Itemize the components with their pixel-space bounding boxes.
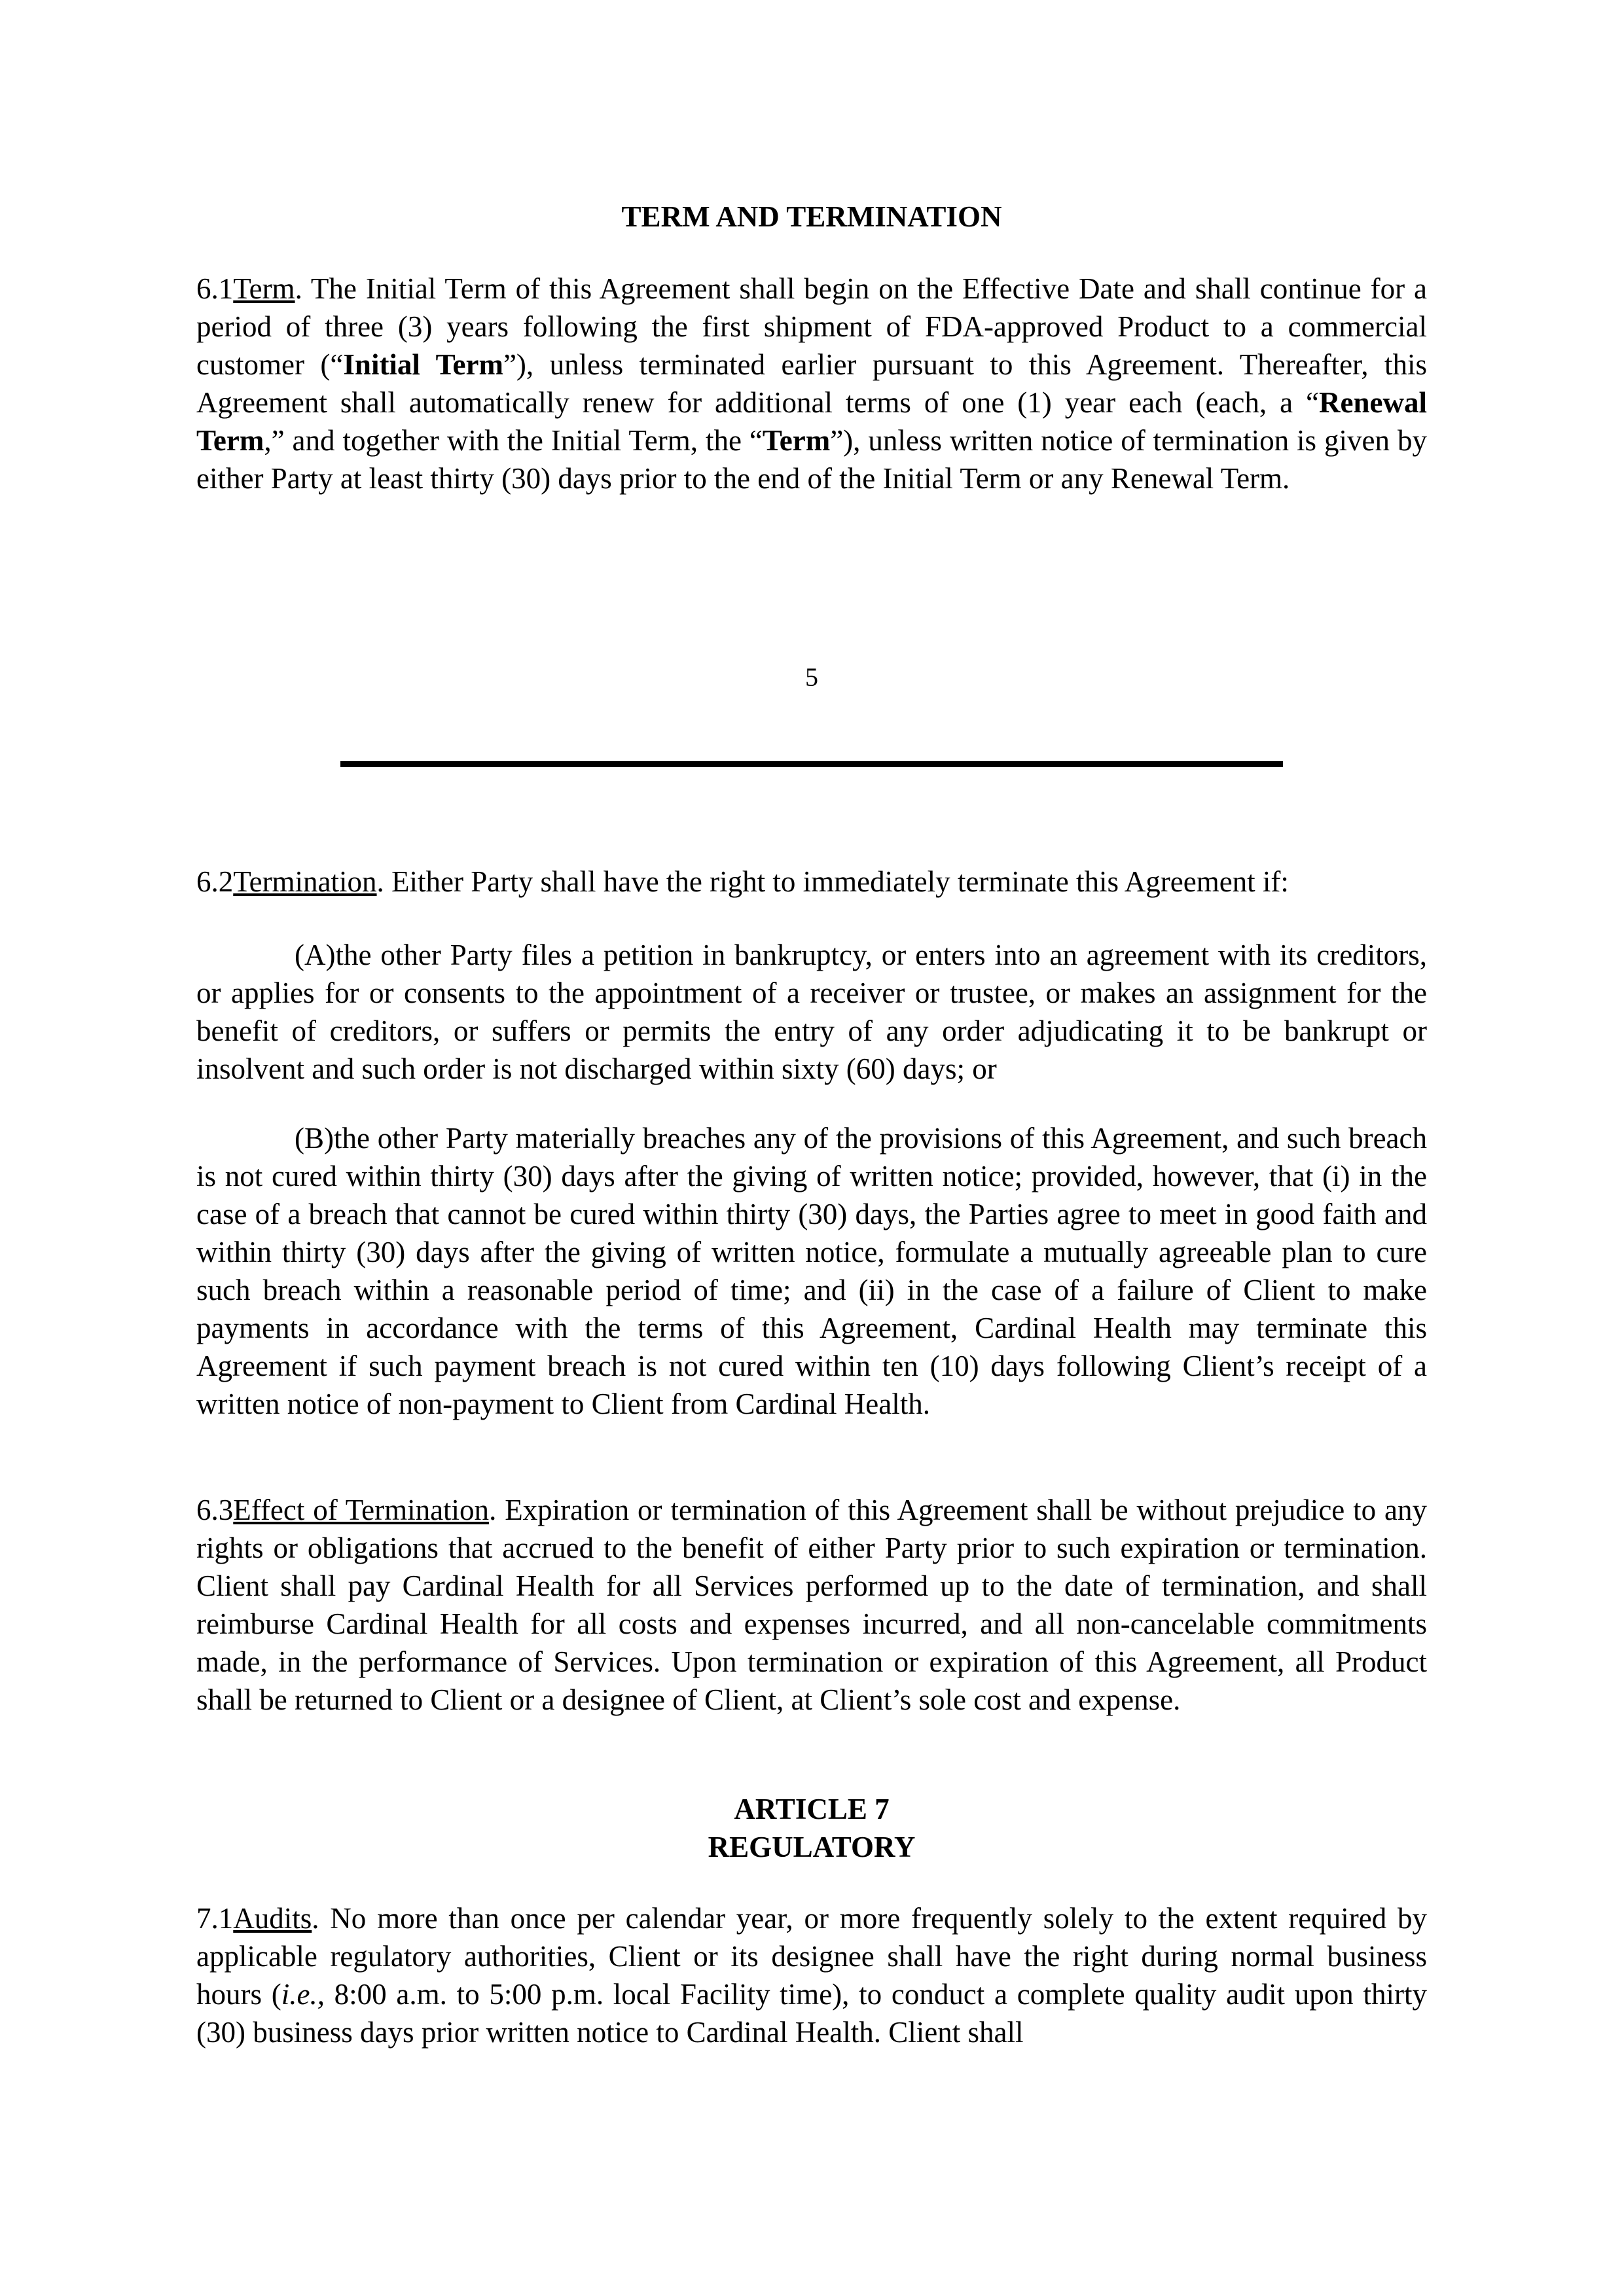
section-heading-term-and-termination: TERM AND TERMINATION (621, 200, 1002, 233)
section-6-3-text: . Expiration or termination of this Agreement shall be without prejudice to any rights or obligations that accrued to the benefit of either Party prior to such expiration or termination. Client shall pay Cardinal Health for all Services performed up to the date of termination, and shall reimburse Cardinal Health for all costs and expenses incurred, and all non-cancelable commitments made, in the performance of Services. Upon termination or expiration of this Agreement, all Product shall be returned to Client or a designee of Client, at Client’s sole cost and expense. (196, 1494, 1427, 1716)
section-6-2-termination (196, 863, 1427, 901)
section-7-1-title: Audits (233, 1902, 312, 1935)
section-6-1-text-part-4: ”), unless written notice of termination is given by either Party at least thirty (30) days prior to the end of the Initial Term or any Renewal Term. (196, 424, 1427, 495)
section-6-3-title: Effect of Termination (233, 1494, 490, 1526)
section-7-1-text-part-1: . No more than once per calendar year, or more frequently solely to the extent required by applicable regulatory authorities, Client or its designee shall have the right during normal business hours ( (196, 1902, 1427, 2011)
section-7-1-audits (196, 1899, 1427, 2051)
page-break-rule (340, 761, 1283, 767)
section-6-2-number: 6.2 (196, 865, 234, 898)
section-6-2-clause-b: (B)the other Party materially breaches any of the provisions of this Agreement, and such breach is not cured within thirty (30) days after the giving of written notice; provided, however, that (i) in the case of a breach that cannot be cured within thirty (30) days, the Parties agree to meet in good faith and within thirty (30) days after the giving of written notice, formulate a mutually agreeable plan to cure such breach within a reasonable period of time; and (ii) in the case of a failure of Client to make payments in accordance with the terms of this Agreement, Cardinal Health may terminate this Agreement if such payment breach is not cured within ten (10) days following Client’s receipt of a written notice of non-payment to Client from Cardinal Health. (196, 1122, 1427, 1420)
section-6-1-text-part-3: ,” and together with the Initial Term, the “ (264, 424, 763, 457)
section-6-2-text: . Either Party shall have the right to immediately terminate this Agreement if: (376, 865, 1289, 898)
defined-term-initial-term: Initial Term (343, 348, 503, 381)
defined-term-term: Term (762, 424, 831, 457)
section-6-1-text-part-2: ”), unless terminated earlier pursuant to this Agreement. Thereafter, this Agreement shall automatically renew for additional terms of one (1) year each (each, a “ (196, 348, 1427, 419)
section-6-2-clause-a: (A)the other Party files a petition in bankruptcy, or enters into an agreement with its creditors, or applies for or consents to the appointment of a receiver or trustee, or makes an assignment for the benefit of creditors, or suffers or permits the entry of any order adjudicating it to be bankrupt or insolvent and such order is not discharged within sixty (60) days; or (196, 939, 1427, 1085)
section-7-1-number: 7.1 (196, 1902, 234, 1935)
section-6-3-number: 6.3 (196, 1494, 234, 1526)
article-7-heading (196, 1790, 1427, 1866)
page-number: 5 (805, 662, 818, 692)
section-6-2-title: Termination (233, 865, 377, 898)
section-6-1-title: Term (233, 272, 295, 305)
section-7-1-italic-ie: i.e., (281, 1978, 325, 2011)
defined-term-renewal-term: Renewal Term (196, 386, 1427, 457)
section-6-1-number: 6.1 (196, 272, 234, 305)
section-7-1-text-part-2: 8:00 a.m. to 5:00 p.m. local Facility time), to conduct a complete quality audit upon thirty (30) business days prior written notice to Cardinal Health. Client shall (196, 1978, 1428, 2049)
section-6-1-text-part-1: . The Initial Term of this Agreement shall begin on the Effective Date and shall continue for a period of three (3) years following the first shipment of FDA-approved Product to a commercial customer (“ (196, 272, 1427, 381)
section-6-1-term (196, 270, 1427, 497)
article-number: ARTICLE 7 (734, 1793, 890, 1825)
section-6-3-effect-of-termination (196, 1491, 1427, 1719)
article-title: REGULATORY (708, 1831, 916, 1863)
